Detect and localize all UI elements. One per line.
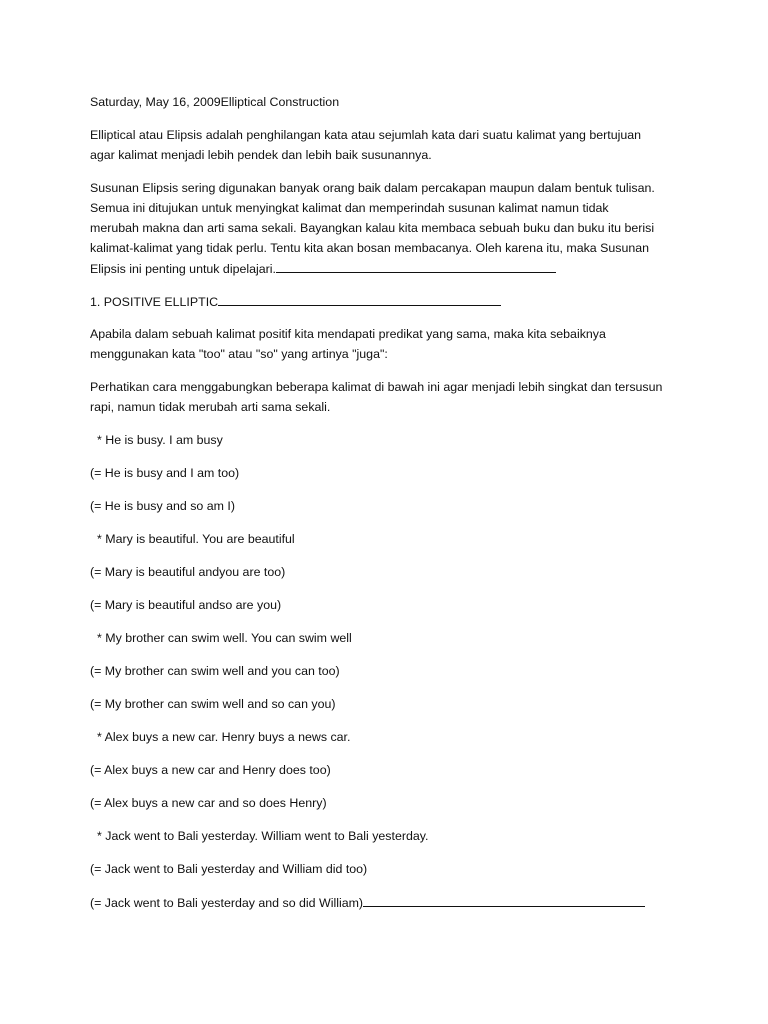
paragraph-3-line-2: menggunakan kata "too" atau "so" yang artinya "juga": bbox=[90, 347, 388, 361]
paragraph-2-line-5-text: Elipsis ini penting untuk dipelajari. bbox=[90, 262, 276, 276]
example-item: (= Alex buys a new car and Henry does too) bbox=[90, 763, 331, 777]
paragraph-2-line-2: Semua ini ditujukan untuk menyingkat kalimat dan memperindah susunan kalimat namun tidak bbox=[90, 201, 609, 215]
intro-line-1: Elliptical atau Elipsis adalah penghilangan kata atau sejumlah kata dari suatu kalimat yang bertujuan bbox=[90, 128, 642, 142]
example-item: (= Alex buys a new car and so does Henry) bbox=[90, 796, 327, 810]
example-item: (= My brother can swim well and so can you) bbox=[90, 697, 336, 711]
example-item: (= My brother can swim well and you can too) bbox=[90, 664, 340, 678]
paragraph-2-line-1: Susunan Elipsis sering digunakan banyak orang baik dalam percakapan maupun dalam bentuk tulisan. bbox=[90, 181, 655, 195]
section-heading-text: 1. POSITIVE ELLIPTIC bbox=[90, 295, 219, 309]
example-item: * Mary is beautiful. You are beautiful bbox=[97, 532, 295, 546]
section-heading bbox=[90, 291, 680, 312]
paragraph-2-line-5 bbox=[90, 258, 680, 279]
example-item-last-text: (= Jack went to Bali yesterday and so did William) bbox=[90, 896, 364, 910]
example-item: (= Mary is beautiful andyou are too) bbox=[90, 565, 286, 579]
example-item: * Alex buys a new car. Henry buys a news car. bbox=[97, 730, 351, 744]
example-item: * He is busy. I am busy bbox=[97, 433, 223, 447]
example-item: (= Mary is beautiful andso are you) bbox=[90, 598, 282, 612]
paragraph-2-line-4: kalimat-kalimat yang tidak perlu. Tentu kita akan bosan membacanya. Oleh karena itu, maka Susunan bbox=[90, 241, 650, 255]
separator-underline bbox=[363, 892, 645, 907]
paragraph-4-line-1: Perhatikan cara menggabungkan beberapa kalimat di bawah ini agar menjadi lebih singkat dan tersusun bbox=[90, 380, 663, 394]
paragraph-4-line-2: rapi, namun tidak merubah arti sama sekali. bbox=[90, 400, 331, 414]
separator-underline bbox=[218, 291, 501, 306]
paragraph-3-line-1: Apabila dalam sebuah kalimat positif kita mendapati predikat yang sama, maka kita sebaiknya bbox=[90, 327, 606, 341]
separator-underline bbox=[276, 258, 556, 273]
example-item: * My brother can swim well. You can swim well bbox=[97, 631, 352, 645]
paragraph-2-line-3: merubah makna dan arti sama sekali. Bayangkan kalau kita membaca sebuah buku dan buku itu berisi bbox=[90, 221, 655, 235]
example-item: * Jack went to Bali yesterday. William went to Bali yesterday. bbox=[97, 829, 429, 843]
example-item: (= He is busy and so am I) bbox=[90, 499, 235, 513]
example-item-last bbox=[90, 892, 680, 913]
intro-line-2: agar kalimat menjadi lebih pendek dan lebih baik susunannya. bbox=[90, 148, 432, 162]
example-item: (= Jack went to Bali yesterday and William did too) bbox=[90, 862, 368, 876]
example-item: (= He is busy and I am too) bbox=[90, 466, 240, 480]
page-header: Saturday, May 16, 2009Elliptical Construction bbox=[90, 95, 340, 109]
